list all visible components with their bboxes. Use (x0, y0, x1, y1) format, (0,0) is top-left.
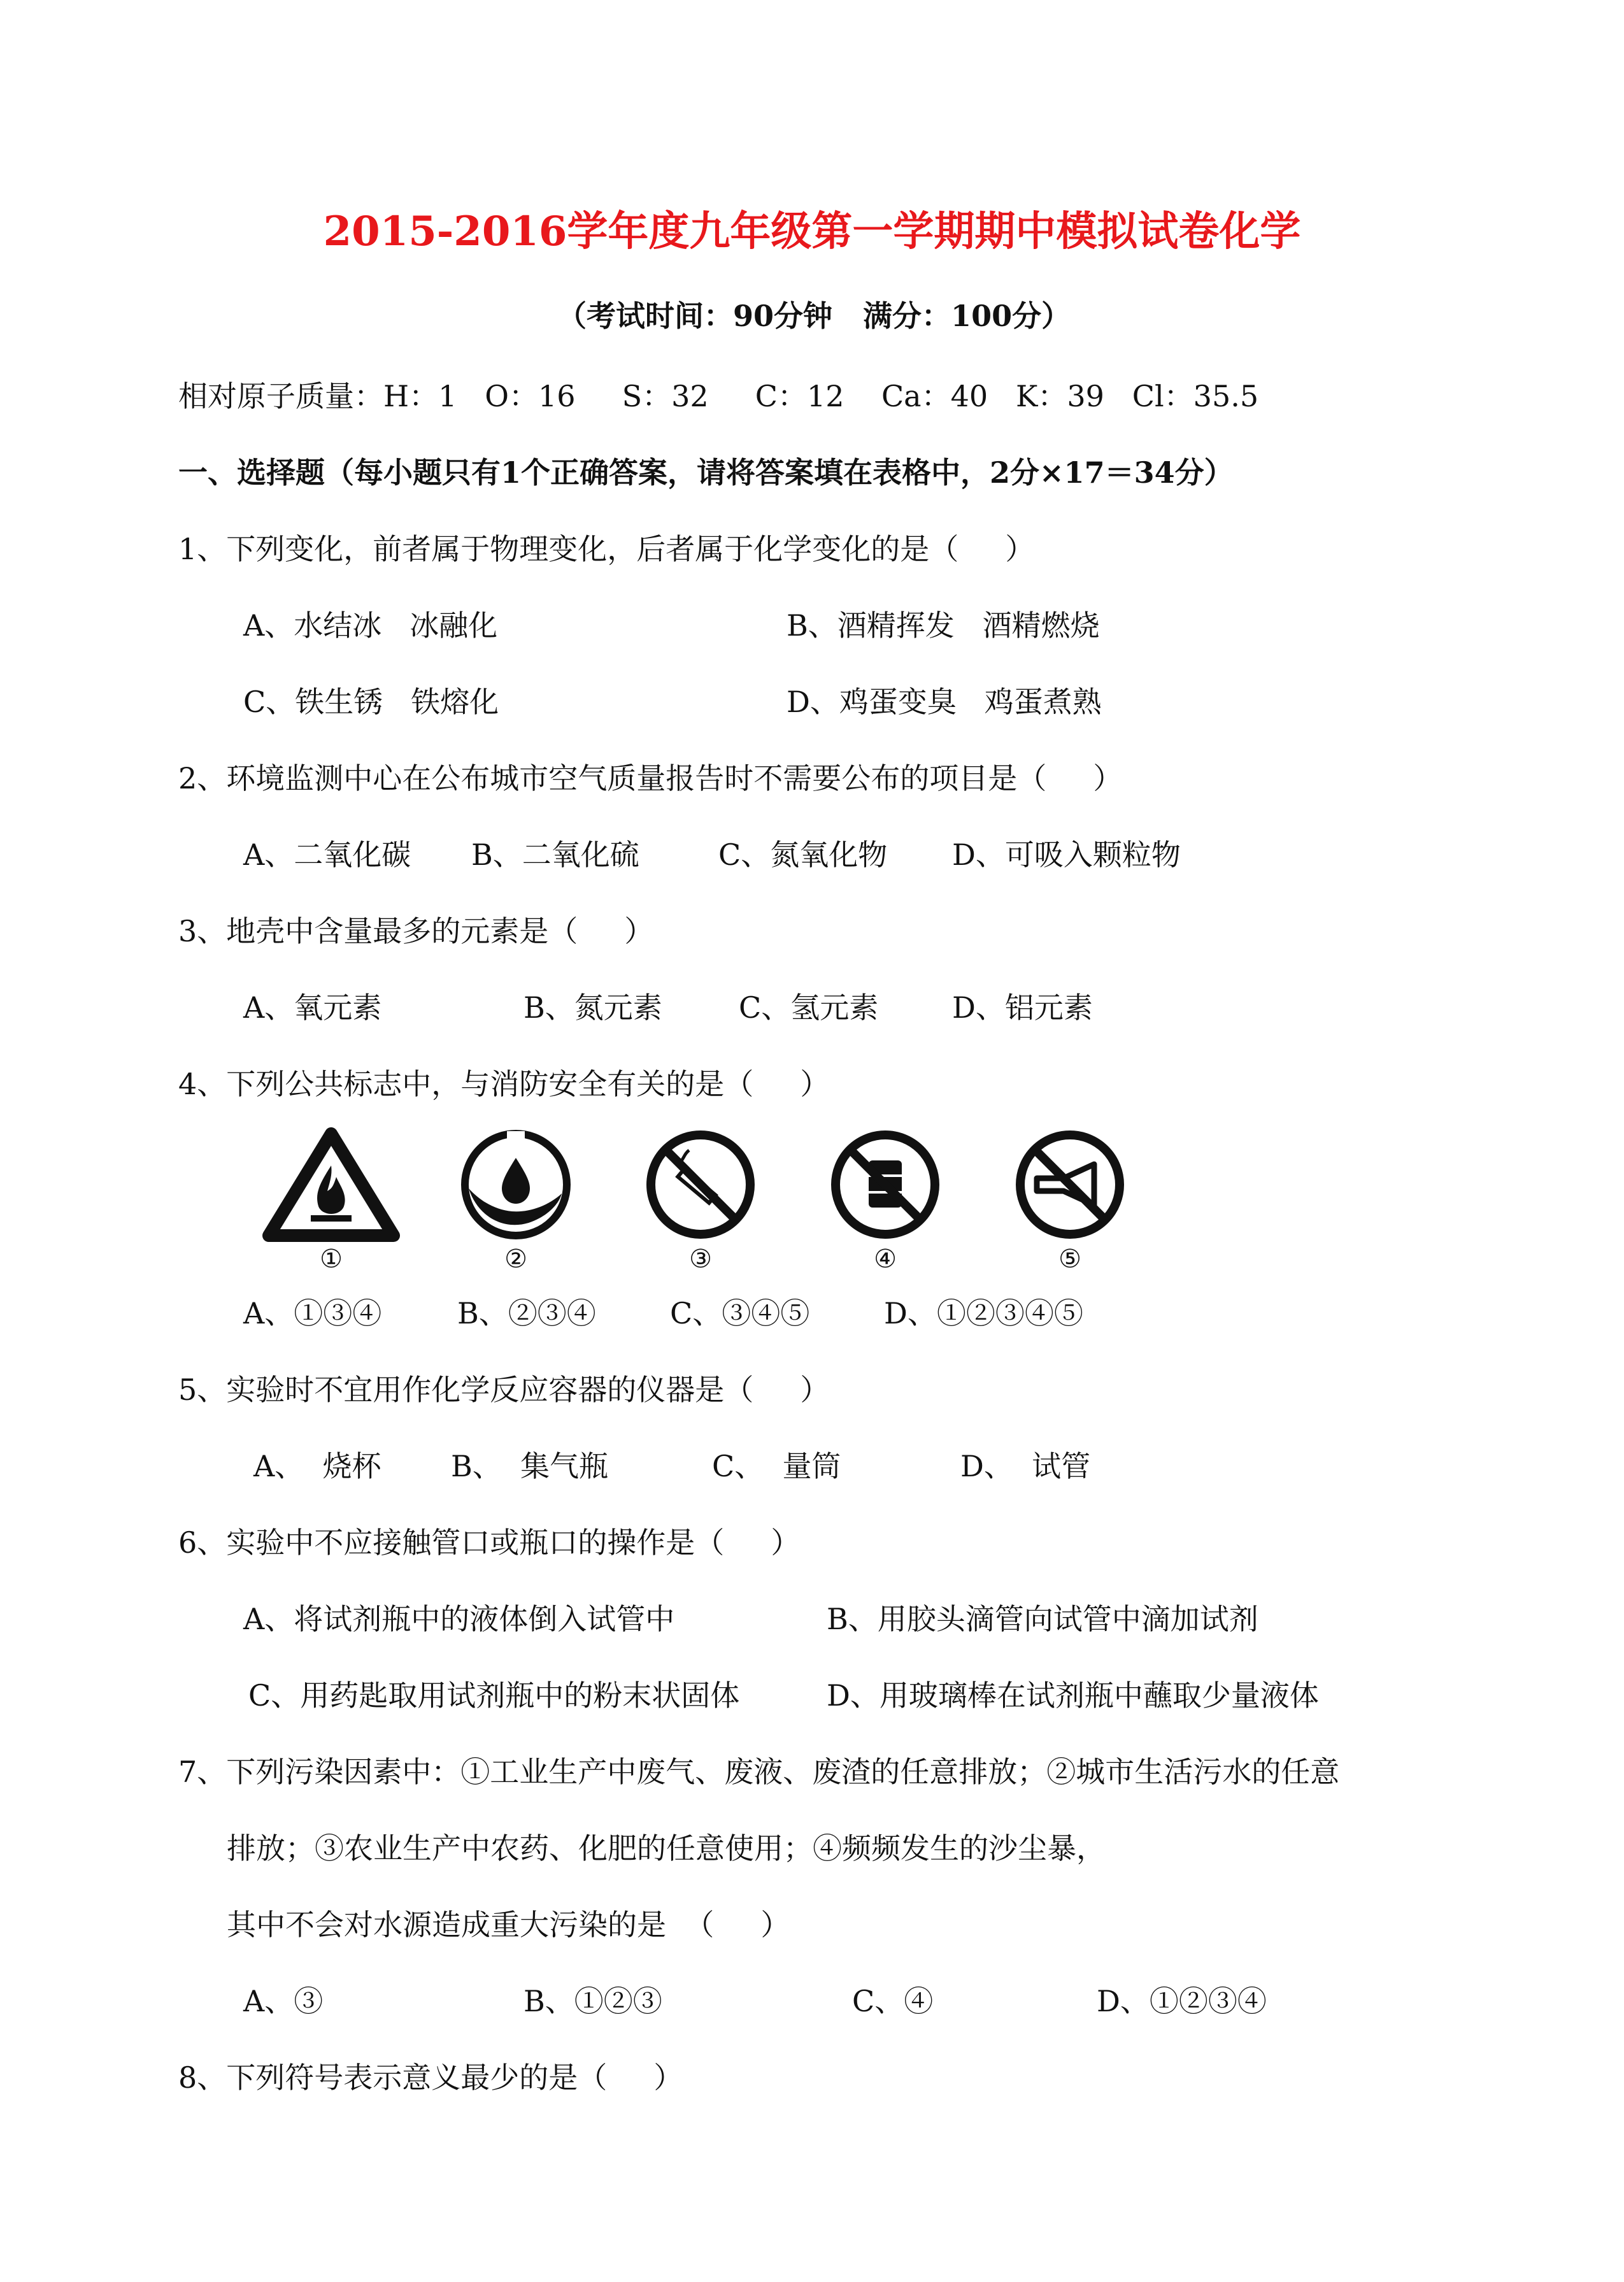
q1-option-d: D、鸡蛋变臭 鸡蛋煮熟 (787, 685, 1102, 719)
question-8: 8、下列符号表示意义最少的是（ ） (178, 2060, 683, 2095)
question-2: 2、环境监测中心在公布城市空气质量报告时不需要公布的项目是（ ） (178, 761, 1123, 795)
q5-option-b: B、 集气瓶 (451, 1449, 609, 1483)
sign-number-2: ② (504, 1244, 527, 1274)
q1-option-a: A、水结冰 冰融化 (243, 608, 498, 643)
sign-1 (261, 1127, 401, 1280)
q7-option-d: D、①②③④ (1097, 1984, 1267, 2018)
no-fuel-storage-icon (815, 1127, 955, 1242)
q3-option-a: A、氧元素 (243, 990, 382, 1025)
q6-option-c: C、用药匙取用试剂瓶中的粉末状固体 (248, 1678, 740, 1713)
question-3: 3、地壳中含量最多的元素是（ ） (178, 914, 654, 948)
no-smoking-icon (630, 1127, 771, 1242)
flammable-warning-icon (261, 1127, 401, 1242)
q3-option-d: D、铝元素 (952, 990, 1093, 1025)
q7-option-c: C、④ (852, 1984, 934, 2018)
q7-option-b: B、①②③ (524, 1984, 662, 2018)
section-heading: 一、选择题（每小题只有1个正确答案，请将答案填在表格中，2分×17＝34分） (178, 455, 1234, 490)
exam-subtitle: （考试时间：90分钟 满分：100分） (557, 299, 1071, 333)
q3-option-c: C、氢元素 (739, 990, 879, 1025)
q5-option-d: D、 试管 (960, 1449, 1091, 1483)
q1-option-b: B、酒精挥发 酒精燃烧 (787, 608, 1100, 643)
water-saving-icon (446, 1127, 586, 1242)
q4-option-c: C、③④⑤ (670, 1296, 810, 1330)
q7-option-a: A、③ (243, 1984, 324, 2018)
q6-option-b: B、用胶头滴管向试管中滴加试剂 (827, 1602, 1258, 1636)
q2-option-b: B、二氧化硫 (471, 838, 639, 872)
question-7-line-3: 其中不会对水源造成重大污染的是 （ ） (227, 1908, 790, 1942)
q2-option-a: A、二氧化碳 (243, 838, 411, 872)
question-5: 5、实验时不宜用作化学反应容器的仪器是（ ） (178, 1373, 830, 1407)
sign-4 (815, 1127, 955, 1280)
question-4: 4、下列公共标志中，与消防安全有关的是（ ） (178, 1067, 830, 1101)
q4-option-d: D、①②③④⑤ (884, 1296, 1083, 1330)
q2-option-d: D、可吸入颗粒物 (952, 838, 1181, 872)
question-7-line-1: 7、下列污染因素中：①工业生产中废气、废液、废渣的任意排放；②城市生活污水的任意 (178, 1755, 1340, 1789)
atomic-masses: 相对原子质量：H：1 O：16 S：32 C：12 Ca：40 K：39 Cl：35.5 (178, 379, 1259, 413)
public-signs-row (261, 1127, 1140, 1280)
question-1: 1、下列变化，前者属于物理变化，后者属于化学变化的是（ ） (178, 532, 1035, 566)
sign-5 (1000, 1127, 1140, 1280)
q4-option-a: A、①③④ (243, 1296, 382, 1330)
sign-number-4: ④ (874, 1244, 897, 1274)
question-7-line-2: 排放；③农业生产中农药、化肥的任意使用；④频频发生的沙尘暴， (227, 1831, 1106, 1865)
question-6: 6、实验中不应接触管口或瓶口的操作是（ ） (178, 1525, 801, 1560)
sign-2 (446, 1127, 586, 1280)
sign-3 (630, 1127, 771, 1280)
q4-option-b: B、②③④ (457, 1296, 596, 1330)
q2-option-c: C、氮氧化物 (718, 838, 888, 872)
q6-option-a: A、将试剂瓶中的液体倒入试管中 (243, 1602, 675, 1636)
sign-number-5: ⑤ (1058, 1244, 1081, 1274)
sign-number-3: ③ (689, 1244, 712, 1274)
q1-option-c: C、铁生锈 铁熔化 (243, 685, 499, 719)
q5-option-a: A、 烧杯 (253, 1449, 381, 1483)
sign-number-1: ① (320, 1244, 343, 1274)
q5-option-c: C、 量筒 (712, 1449, 841, 1483)
exam-title: 2015-2016学年度九年级第一学期期中模拟试卷化学 (323, 208, 1301, 255)
no-horn-icon (1000, 1127, 1140, 1242)
q3-option-b: B、氮元素 (524, 990, 662, 1025)
q6-option-d: D、用玻璃棒在试剂瓶中蘸取少量液体 (827, 1678, 1319, 1713)
